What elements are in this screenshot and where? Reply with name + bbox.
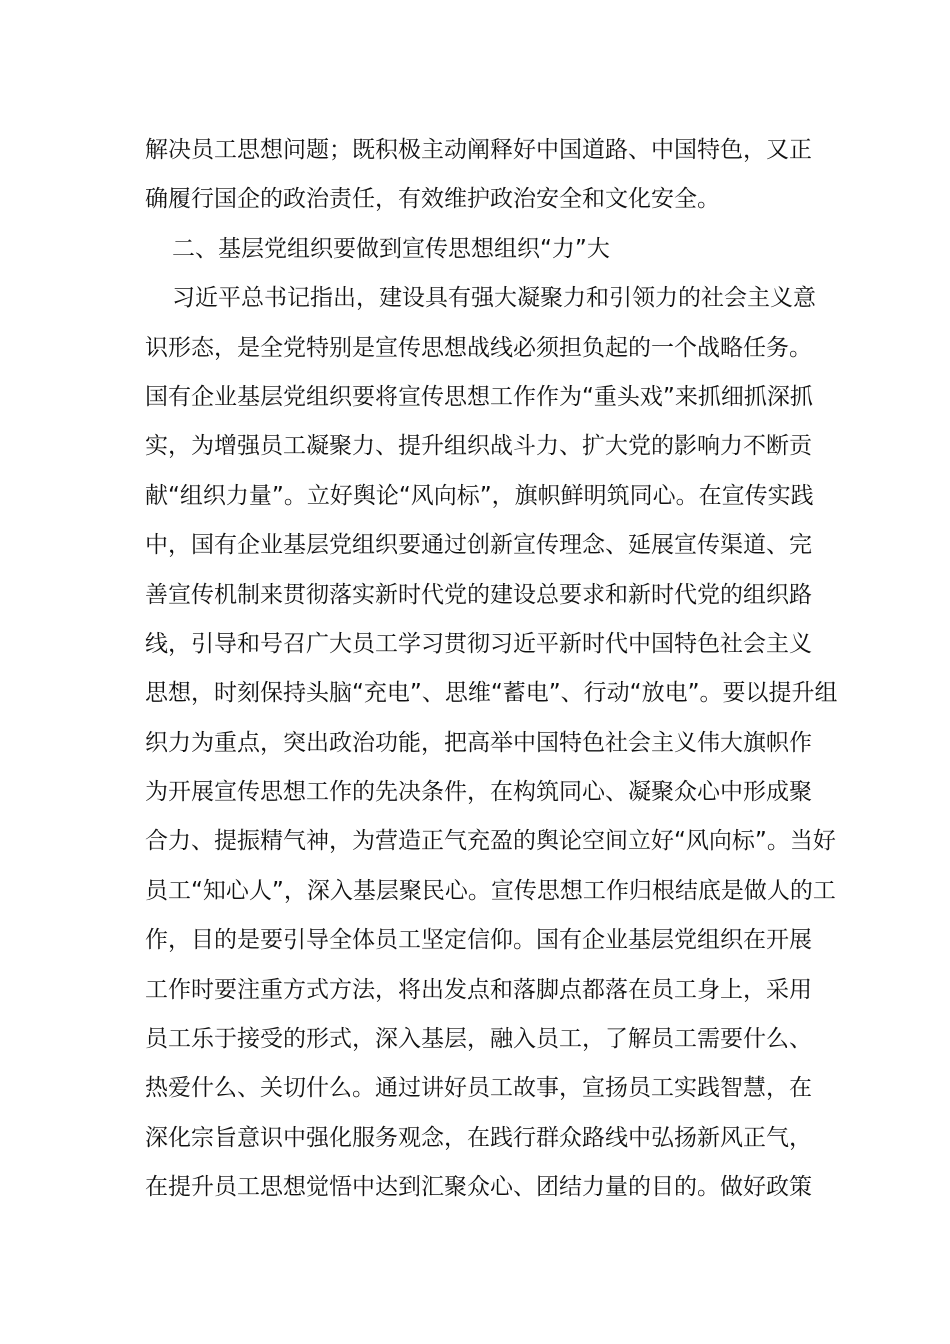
paragraph-line: 思想，时刻保持头脑“充电”、思维“蓄电”、行动“放电”。要以提升组 [145, 680, 838, 707]
paragraph-line: 解决员工思想问题；既积极主动阐释好中国道路、中国特色，又正 [145, 137, 812, 163]
paragraph-line: 工作时要注重方式方法，将出发点和落脚点都落在员工身上，采用 [145, 976, 812, 1003]
paragraph-line: 员工乐于接受的形式，深入基层，融入员工，了解员工需要什么、 [145, 1026, 812, 1053]
paragraph-line: 献“组织力量”。立好舆论“风向标”，旗帜鲜明筑同心。在宣传实践 [145, 482, 814, 509]
paragraph-line: 合力、提振精气神，为营造正气充盈的舆论空间立好“风向标”。当好 [145, 828, 836, 855]
paragraph-line: 织力为重点，突出政治功能，把高举中国特色社会主义伟大旗帜作 [145, 729, 812, 756]
section-heading: 二、基层党组织要做到宣传思想组织“力”大 [172, 235, 610, 262]
paragraph-line: 作，目的是要引导全体员工坚定信仰。国有企业基层党组织在开展 [145, 927, 812, 954]
paragraph-line: 国有企业基层党组织要将宣传思想工作作为“重头戏”来抓细抓深抓 [145, 383, 813, 410]
paragraph-line: 深化宗旨意识中强化服务观念，在践行群众路线中弘扬新风正气， [145, 1124, 812, 1151]
paragraph-line: 善宣传机制来贯彻落实新时代党的建设总要求和新时代党的组织路 [145, 581, 812, 608]
paragraph-line: 线，引导和号召广大员工学习贯彻习近平新时代中国特色社会主义 [145, 630, 812, 657]
paragraph-line: 确履行国企的政治责任，有效维护政治安全和文化安全。 [145, 186, 720, 213]
paragraph-line: 习近平总书记指出，建设具有强大凝聚力和引领力的社会主义意 [172, 285, 816, 312]
paragraph-line: 识形态，是全党特别是宣传思想战线必须担负起的一个战略任务。 [145, 334, 812, 361]
paragraph-line: 在提升员工思想觉悟中达到汇聚众心、团结力量的目的。做好政策 [145, 1174, 812, 1201]
paragraph-line: 为开展宣传思想工作的先决条件，在构筑同心、凝聚众心中形成聚 [145, 779, 812, 806]
paragraph-line: 热爱什么、关切什么。通过讲好员工故事，宣扬员工实践智慧，在 [145, 1075, 812, 1102]
paragraph-line: 中，国有企业基层党组织要通过创新宣传理念、延展宣传渠道、完 [145, 532, 812, 559]
paragraph-line: 实，为增强员工凝聚力、提升组织战斗力、扩大党的影响力不断贡 [145, 433, 812, 460]
body-text [145, 126, 838, 1213]
paragraph-line: 员工“知心人”，深入基层聚民心。宣传思想工作归根结底是做人的工 [145, 877, 836, 904]
